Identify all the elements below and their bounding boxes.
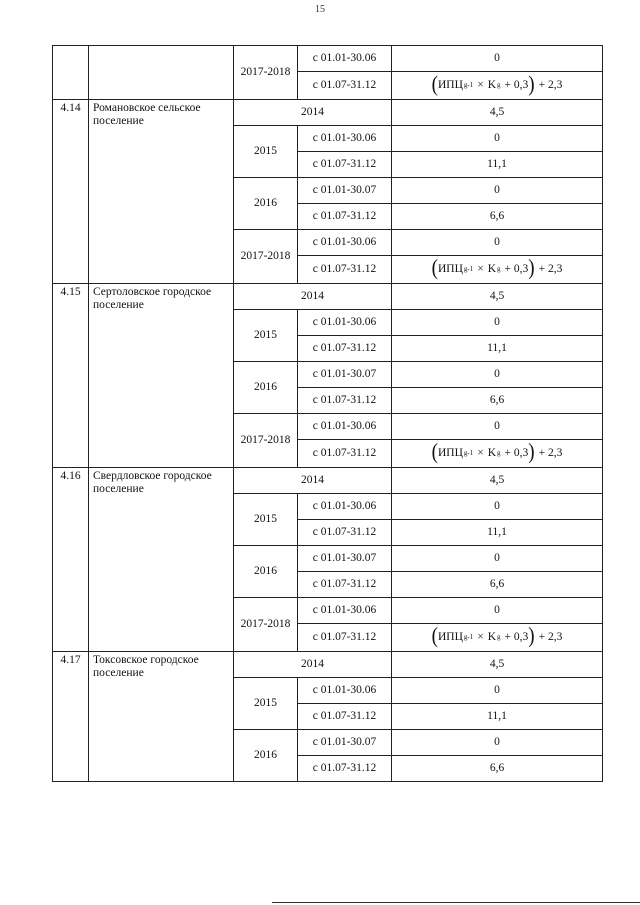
- formula-k: K: [487, 630, 497, 643]
- value-cell: 4,5: [392, 100, 603, 126]
- value-cell: 0: [392, 230, 603, 256]
- period-cell: с 01.01-30.06: [298, 310, 392, 336]
- year-cell: 2016: [234, 546, 298, 598]
- row-number-cell: [53, 46, 89, 100]
- period-cell: с 01.01-30.06: [298, 46, 392, 72]
- period-cell: с 01.01-30.06: [298, 598, 392, 624]
- formula-times: ×: [477, 78, 484, 91]
- formula-k: K: [487, 446, 497, 459]
- settlement-name-cell: Романовское сельское поселение: [89, 100, 234, 284]
- year-cell: 2017-2018: [234, 46, 298, 100]
- formula-cell: [392, 624, 603, 652]
- formula-ipc: ИПЦ: [437, 78, 463, 91]
- formula-left-paren: (: [431, 256, 438, 281]
- period-cell: с 01.01-30.07: [298, 730, 392, 756]
- footer-rule: [272, 902, 640, 903]
- row-number-cell: 4.15: [53, 284, 89, 468]
- year-cell: 2015: [234, 494, 298, 546]
- formula-plus-inner: + 0,3: [504, 78, 529, 91]
- year-cell: 2017-2018: [234, 414, 298, 468]
- formula-k-index: g: [497, 448, 501, 457]
- value-cell: 6,6: [392, 756, 603, 782]
- formula-k-index: g: [497, 80, 501, 89]
- table-row: [53, 284, 603, 310]
- period-cell: с 01.07-31.12: [298, 624, 392, 652]
- period-cell: с 01.07-31.12: [298, 152, 392, 178]
- period-cell: с 01.07-31.12: [298, 572, 392, 598]
- table-row: [53, 468, 603, 494]
- table-row: [53, 100, 603, 126]
- tariff-formula: [431, 624, 563, 649]
- value-cell: 0: [392, 178, 603, 204]
- formula-left-paren: (: [431, 72, 438, 97]
- year-cell: 2015: [234, 678, 298, 730]
- tariff-formula: [431, 72, 563, 97]
- tariff-formula: [431, 256, 563, 281]
- formula-right-paren: ): [528, 624, 535, 649]
- year-cell: 2014: [234, 468, 392, 494]
- year-cell: 2014: [234, 284, 392, 310]
- period-cell: с 01.07-31.12: [298, 388, 392, 414]
- row-number-cell: 4.17: [53, 652, 89, 782]
- table-row: [53, 46, 603, 72]
- table-row: [53, 652, 603, 678]
- value-cell: 4,5: [392, 468, 603, 494]
- period-cell: с 01.07-31.12: [298, 704, 392, 730]
- formula-ipc-index: g-1: [463, 632, 474, 641]
- period-cell: с 01.01-30.07: [298, 546, 392, 572]
- formula-plus-inner: + 0,3: [504, 446, 529, 459]
- formula-left-paren: (: [431, 624, 438, 649]
- period-cell: с 01.07-31.12: [298, 204, 392, 230]
- value-cell: 6,6: [392, 572, 603, 598]
- year-cell: 2017-2018: [234, 230, 298, 284]
- formula-right-paren: ): [528, 256, 535, 281]
- value-cell: 11,1: [392, 336, 603, 362]
- settlement-name-cell: Токсовское городское поселение: [89, 652, 234, 782]
- year-cell: 2016: [234, 730, 298, 782]
- formula-times: ×: [477, 446, 484, 459]
- year-cell: 2014: [234, 652, 392, 678]
- period-cell: с 01.01-30.06: [298, 414, 392, 440]
- value-cell: 11,1: [392, 152, 603, 178]
- formula-cell: [392, 440, 603, 468]
- value-cell: 0: [392, 310, 603, 336]
- value-cell: 0: [392, 414, 603, 440]
- value-cell: 11,1: [392, 520, 603, 546]
- formula-ipc-index: g-1: [463, 264, 474, 273]
- value-cell: 0: [392, 494, 603, 520]
- formula-times: ×: [477, 630, 484, 643]
- formula-plus-inner: + 0,3: [504, 630, 529, 643]
- formula-plus-inner: + 0,3: [504, 262, 529, 275]
- formula-k-index: g: [497, 264, 501, 273]
- value-cell: 0: [392, 546, 603, 572]
- formula-ipc-index: g-1: [463, 80, 474, 89]
- formula-cell: [392, 256, 603, 284]
- period-cell: с 01.07-31.12: [298, 72, 392, 100]
- period-cell: с 01.01-30.06: [298, 126, 392, 152]
- year-cell: 2016: [234, 178, 298, 230]
- settlement-name-cell: Сертоловское городское поселение: [89, 284, 234, 468]
- page-number: 15: [315, 4, 325, 15]
- value-cell: 0: [392, 678, 603, 704]
- period-cell: с 01.07-31.12: [298, 756, 392, 782]
- formula-plus-outer: + 2,3: [538, 446, 563, 459]
- period-cell: с 01.01-30.06: [298, 230, 392, 256]
- period-cell: с 01.01-30.07: [298, 362, 392, 388]
- period-cell: с 01.07-31.12: [298, 440, 392, 468]
- year-cell: 2015: [234, 126, 298, 178]
- formula-k: K: [487, 262, 497, 275]
- value-cell: 0: [392, 362, 603, 388]
- row-number-cell: 4.14: [53, 100, 89, 284]
- formula-plus-outer: + 2,3: [538, 630, 563, 643]
- value-cell: 11,1: [392, 704, 603, 730]
- row-number-cell: 4.16: [53, 468, 89, 652]
- formula-k-index: g: [497, 632, 501, 641]
- year-cell: 2014: [234, 100, 392, 126]
- formula-ipc: ИПЦ: [437, 446, 463, 459]
- value-cell: 6,6: [392, 204, 603, 230]
- formula-right-paren: ): [528, 72, 535, 97]
- formula-plus-outer: + 2,3: [538, 262, 563, 275]
- formula-ipc-index: g-1: [463, 448, 474, 457]
- value-cell: 4,5: [392, 652, 603, 678]
- period-cell: с 01.01-30.06: [298, 494, 392, 520]
- year-cell: 2016: [234, 362, 298, 414]
- tariff-table: [52, 45, 603, 782]
- period-cell: с 01.01-30.07: [298, 178, 392, 204]
- year-cell: 2015: [234, 310, 298, 362]
- year-cell: 2017-2018: [234, 598, 298, 652]
- formula-ipc: ИПЦ: [437, 262, 463, 275]
- period-cell: с 01.07-31.12: [298, 520, 392, 546]
- value-cell: 6,6: [392, 388, 603, 414]
- period-cell: с 01.07-31.12: [298, 256, 392, 284]
- formula-cell: [392, 72, 603, 100]
- period-cell: с 01.01-30.06: [298, 678, 392, 704]
- formula-k: K: [487, 78, 497, 91]
- settlement-name-cell: [89, 46, 234, 100]
- value-cell: 4,5: [392, 284, 603, 310]
- formula-right-paren: ): [528, 440, 535, 465]
- settlement-name-cell: Свердловское городское поселение: [89, 468, 234, 652]
- formula-times: ×: [477, 262, 484, 275]
- formula-ipc: ИПЦ: [437, 630, 463, 643]
- value-cell: 0: [392, 46, 603, 72]
- period-cell: с 01.07-31.12: [298, 336, 392, 362]
- formula-plus-outer: + 2,3: [538, 78, 563, 91]
- value-cell: 0: [392, 730, 603, 756]
- value-cell: 0: [392, 126, 603, 152]
- value-cell: 0: [392, 598, 603, 624]
- formula-left-paren: (: [431, 440, 438, 465]
- tariff-formula: [431, 440, 563, 465]
